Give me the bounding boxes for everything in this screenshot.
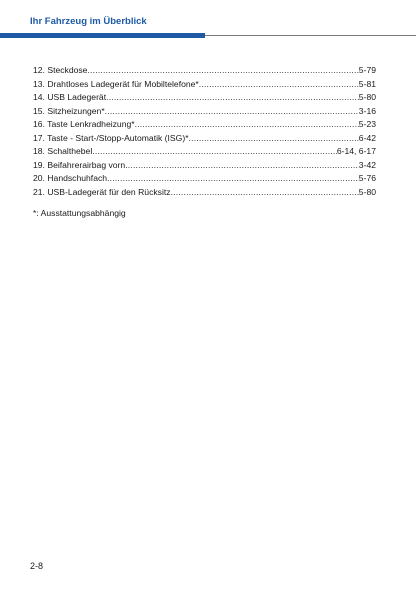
entry-label: 19. Beifahrerairbag vorn bbox=[33, 159, 126, 170]
page-reference: 3-42 bbox=[358, 159, 376, 170]
list-item bbox=[33, 159, 376, 173]
list-item bbox=[33, 91, 376, 105]
entry-label: 21. USB-Ladegerät für den Rücksitz bbox=[33, 186, 171, 197]
entry-label: 15. Sitzheizungen* bbox=[33, 105, 105, 116]
list-item bbox=[33, 118, 376, 132]
entry-label: 20. Handschuhfach bbox=[33, 173, 108, 183]
dot-leader bbox=[107, 172, 359, 186]
dot-leader bbox=[125, 159, 359, 173]
page-reference: 5-79 bbox=[358, 65, 376, 75]
dot-leader bbox=[171, 186, 359, 200]
page-reference: 6-14, 6-17 bbox=[336, 146, 376, 156]
dot-leader bbox=[199, 78, 359, 92]
entry-label: 14. USB Ladegerät bbox=[33, 92, 107, 102]
dot-leader bbox=[87, 64, 358, 78]
list-item bbox=[33, 64, 376, 78]
page-reference: 5-76 bbox=[358, 173, 376, 183]
section-title: Ihr Fahrzeug im Überblick bbox=[30, 16, 147, 27]
header-accent-bar bbox=[0, 33, 205, 38]
entry-label: 13. Drahtloses Ladegerät für Mobiltelefone* bbox=[33, 78, 199, 89]
dot-leader bbox=[105, 105, 359, 119]
page-reference: 5-23 bbox=[358, 119, 376, 129]
list-item bbox=[33, 186, 376, 200]
component-index-list bbox=[33, 64, 376, 199]
entry-label: 12. Steckdose bbox=[33, 65, 88, 75]
dot-leader bbox=[106, 91, 359, 105]
dot-leader bbox=[135, 118, 359, 132]
page-reference: 5-81 bbox=[358, 78, 376, 89]
page-reference: 5-80 bbox=[358, 92, 376, 102]
entry-label: 17. Taste - Start-/Stopp-Automatik (ISG)* bbox=[33, 132, 189, 143]
list-item bbox=[33, 172, 376, 186]
header-rule bbox=[205, 35, 416, 36]
entry-label: 16. Taste Lenkradheizung* bbox=[33, 119, 135, 129]
list-item bbox=[33, 105, 376, 119]
list-item bbox=[33, 78, 376, 92]
page-number: 2-8 bbox=[30, 561, 44, 571]
list-item bbox=[33, 132, 376, 146]
dot-leader bbox=[92, 145, 337, 159]
page-reference: 3-16 bbox=[358, 105, 376, 116]
page-reference: 5-80 bbox=[358, 186, 376, 197]
page-reference: 6-42 bbox=[358, 132, 376, 143]
entry-label: 18. Schalthebel bbox=[33, 146, 93, 156]
footnote: *: Ausstattungsabhängig bbox=[33, 208, 126, 218]
dot-leader bbox=[189, 132, 359, 146]
list-item bbox=[33, 145, 376, 159]
